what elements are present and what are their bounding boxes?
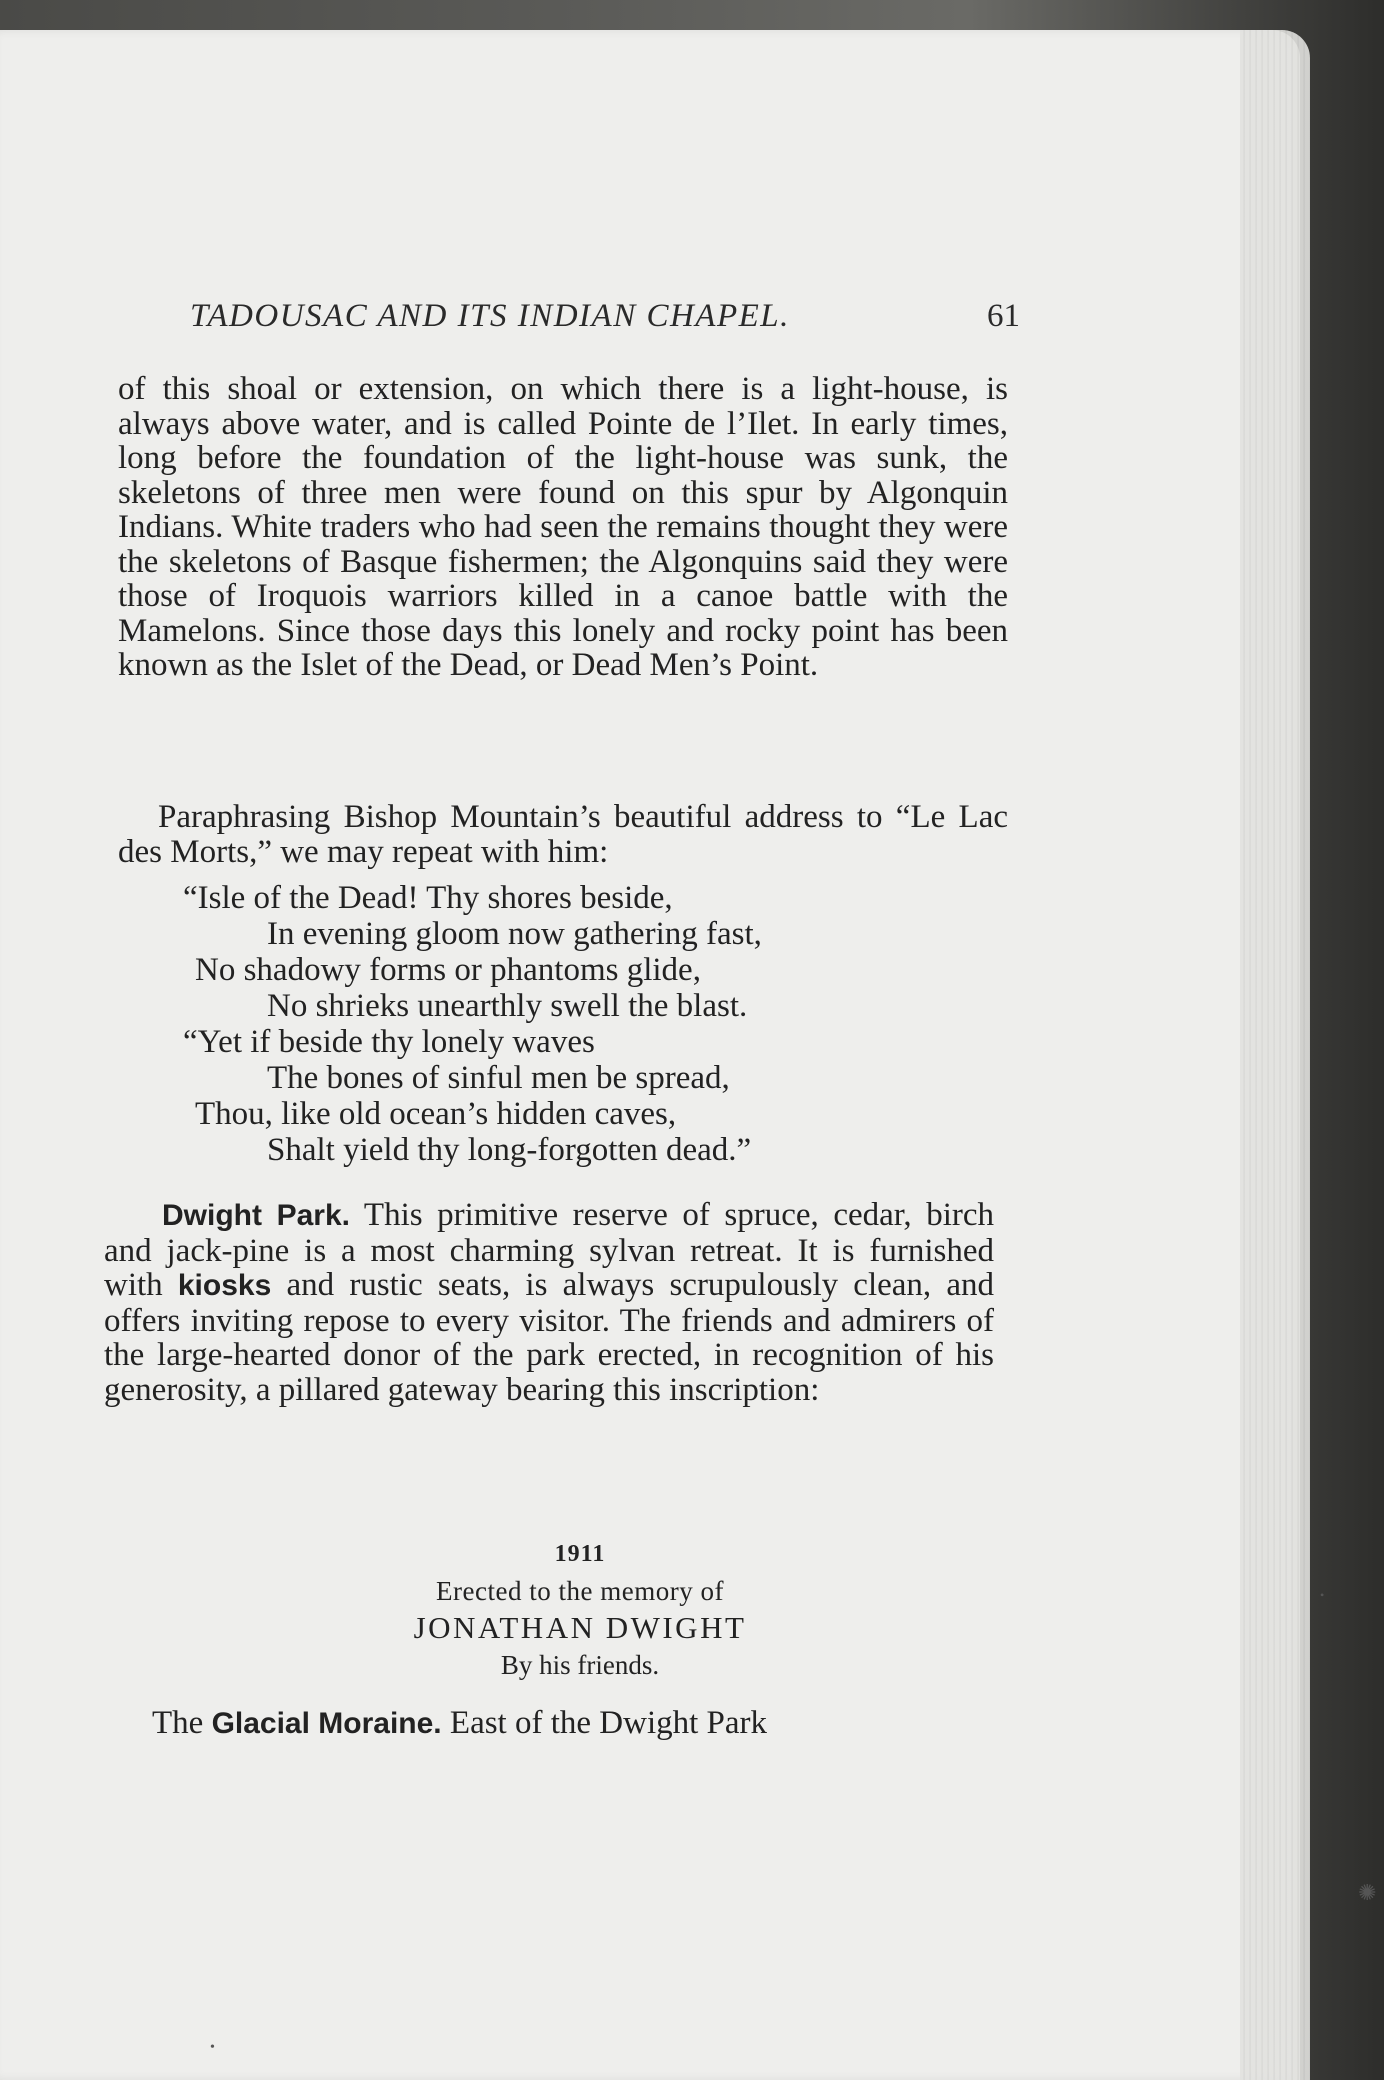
inscription-line-2: Erected to the memory of bbox=[436, 1576, 724, 1606]
poem-line: Shalt yield thy long-forgotten dead.” bbox=[267, 1132, 752, 1168]
poem-line: The bones of sinful men be spread, bbox=[267, 1060, 730, 1096]
paragraph-3-text-b: and rustic seats, is always scrupulously clean, and offers inviting repose to every visitor. The friends and admirers of the large-hearted donor of the park erected, in recognition of his generosity, a pillared gateway bearing this inscription: bbox=[104, 1267, 995, 1408]
inscription bbox=[330, 1535, 830, 1683]
scan-speck: • bbox=[210, 2040, 215, 2055]
running-head-title: TADOUSAC AND ITS INDIAN CHAPEL. bbox=[190, 298, 790, 334]
last-line-suffix: East of the Dwight Park bbox=[441, 1705, 768, 1741]
paragraph-1: of this shoal or extension, on which there is a light-house, is always above water, and is called Pointe de l’Ilet. In early times, long before the foundation of the light-house was sunk, the skeletons of three men were found on this spur by Algonquin Indians. White traders who had seen the remains thought they were the skeletons of Basque fishermen; the Algonquins said they were those of Iroquois warriors killed in a canoe battle with the Mamelons. Since those days this lonely and rocky point has been known as the Islet of the Dead, or Dead Men’s Point. bbox=[118, 371, 1008, 683]
inscription-line-4: By his friends. bbox=[500, 1650, 660, 1680]
poem-line: No shadowy forms or phantoms glide, bbox=[195, 952, 701, 988]
scan-speck: • bbox=[1320, 1588, 1325, 1602]
paragraph-3-text-a: This primitive reserve of spruce, cedar, birch and jack-pine is a most charming sylvan retreat. It is furnished with bbox=[104, 1197, 995, 1303]
page-number: 61 bbox=[987, 298, 1020, 334]
paragraph-3 bbox=[104, 1198, 994, 1407]
inscription-year: 1911 bbox=[554, 1541, 606, 1567]
last-line-prefix: The bbox=[152, 1705, 212, 1741]
running-head bbox=[190, 298, 1020, 348]
last-line-bold: Glacial Moraine. bbox=[211, 1707, 442, 1740]
paragraph-3-bold-word: kiosks bbox=[177, 1269, 272, 1302]
scan-speck: ✺ bbox=[1358, 1880, 1377, 1905]
poem-line: In evening gloom now gathering fast, bbox=[267, 916, 762, 952]
poem-line: “Yet if beside thy lonely waves bbox=[183, 1024, 595, 1060]
poem-line: “Isle of the Dead! Thy shores beside, bbox=[183, 880, 673, 916]
poem-line: No shrieks unearthly swell the blast. bbox=[267, 988, 748, 1024]
inscription-line-3: JONATHAN DWIGHT bbox=[413, 1610, 747, 1645]
poem-line: Thou, like old ocean’s hidden caves, bbox=[195, 1096, 677, 1132]
last-line bbox=[152, 1705, 992, 1742]
poem bbox=[183, 880, 995, 1168]
paragraph-2: Paraphrasing Bishop Mountain’s beautiful address to “Le Lac des Morts,” we may repeat with him: bbox=[118, 799, 1008, 870]
paragraph-3-lead: Dwight Park. bbox=[162, 1199, 350, 1232]
page-edges bbox=[1240, 30, 1310, 2080]
